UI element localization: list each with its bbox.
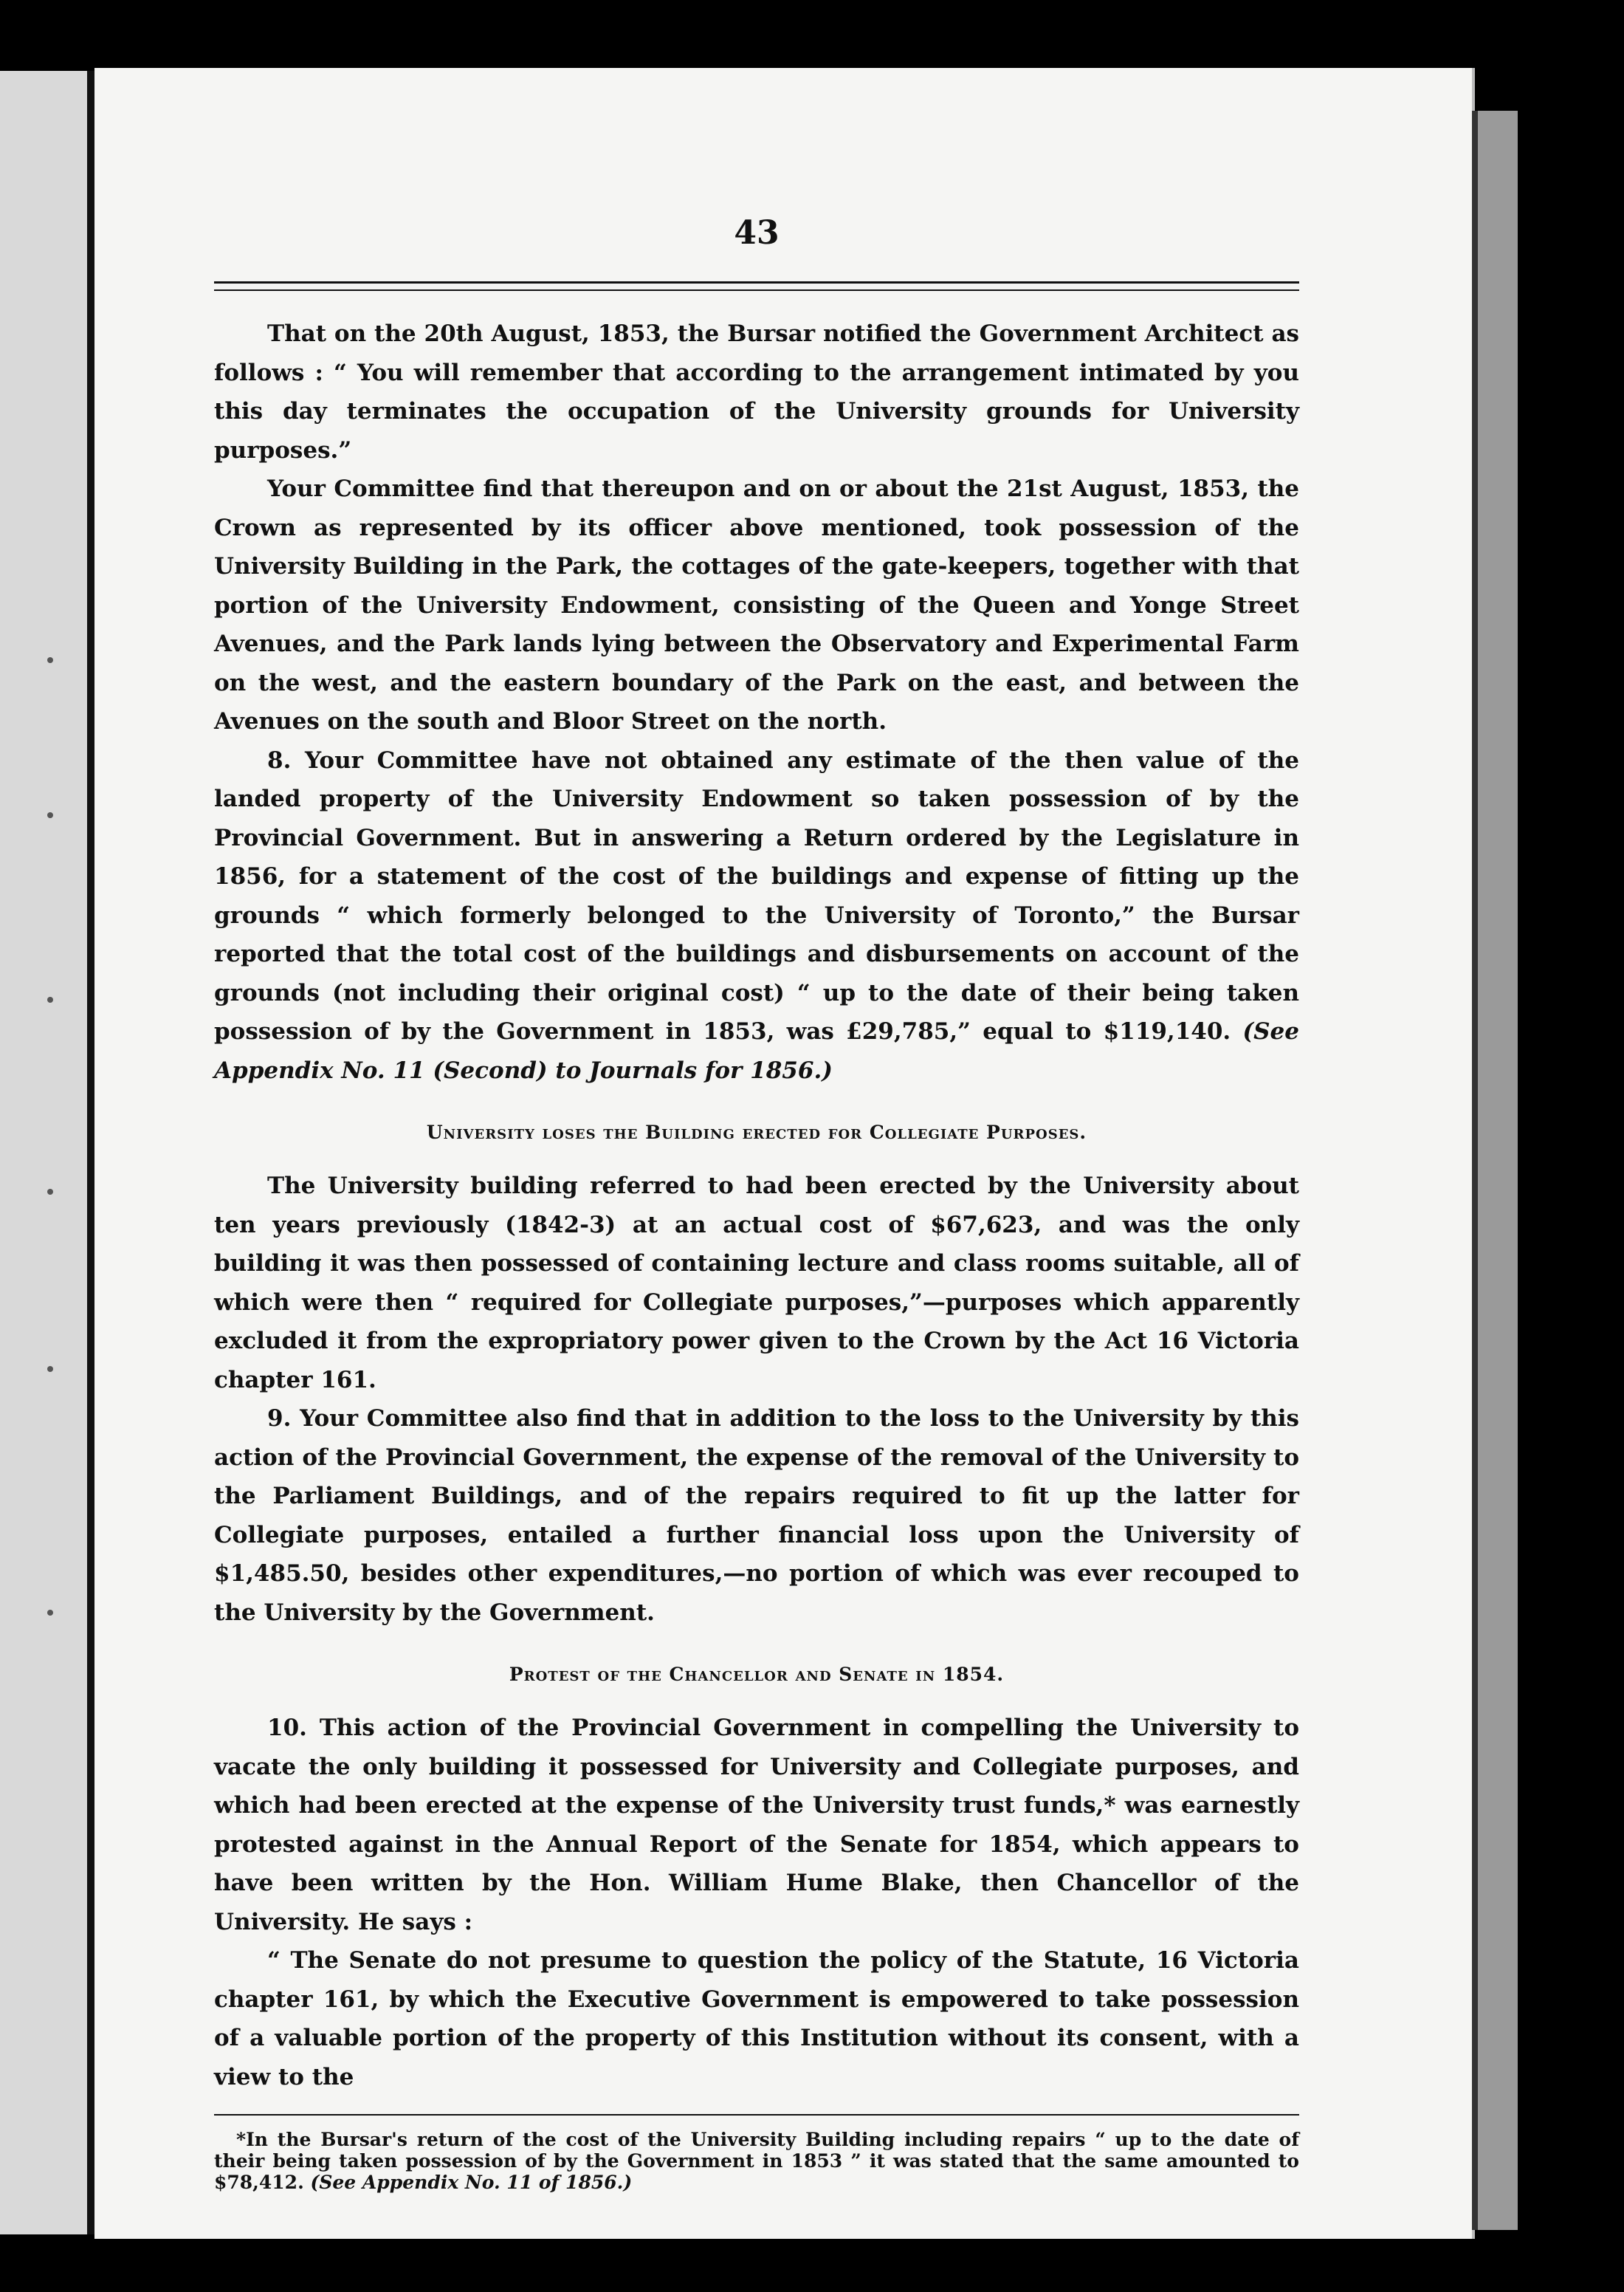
page-stack-edge — [1472, 111, 1518, 2230]
speck — [47, 1610, 53, 1616]
paragraph-10: 10. This action of the Provincial Government in compelling the University to vacate the only building it possessed for University and Collegiate purposes, and which had been erected at the expense of the University trust funds,* was earnestly protested against in the Annual Report of the Senate for 1854, which appears to have been written by the Hon. William Hume Blake, then Chancellor of the University. He says : — [214, 1715, 1299, 1935]
header-rule — [214, 281, 1299, 284]
paragraph-9: 9. Your Committee also find that in addition to the loss to the University by this action of the Provincial Government, the expense of the removal of the University to the Parliament Buildings, and of the repairs required to fit up the latter for Collegiate purposes, entailed a further financial loss upon the University of $1,485.50, besides other expenditures,—no portion of which was ever recouped to the University by the Government. — [214, 1405, 1299, 1626]
footnote-text: *In the Bursar's return of the cost of the University Building including repairs “ up to the date of their being taken possession of by the Government in 1853 ” it was stated that the same amounted to $78,412. — [214, 2129, 1299, 2193]
paragraph-crown-possession: Your Committee find that thereupon and on or about the 21st August, 1853, the Crown as represented by its officer above mentioned, took possession of the University Building in the Park, the cottages of the gate-keepers, together with that portion of the University Endowment, consisting of the Queen and Yonge Street Avenues, and the Park lands lying between the Observatory and Experimental Farm on the west, and the eastern boundary of the Park on the east, and between the Avenues on the south and Bloor Street on the north. — [214, 476, 1299, 735]
paragraph-8-reference: (See Appendix No. 11 (Second) to Journals for 1856.) — [214, 1018, 1299, 1084]
paragraph-8-text: 8. Your Committee have not obtained any estimate of the then value of the landed property of the University Endowment so taken possession of by the Provincial Government. But in answering a Return ordered by the Legislature in 1856, for a statement of the cost of the buildings and expense of fitting up the grounds “ which formerly belonged to the University of Toronto,” the Bursar reported that the total cost of the buildings and disbursements on account of the grounds (not including their original cost) “ up to the date of their being taken possession of by the Government in 1853, was £29,785,” equal to $119,140. — [214, 747, 1299, 1045]
speck — [47, 1366, 53, 1372]
paragraph-building-cost: The University building referred to had been erected by the University about ten years previously (1842-3) at an actual cost of $67,623, and was the only building it was then possessed of containing lecture and class rooms suitable, all of which were then “ required for Collegiate purposes,”—purposes which apparently excluded it from the expropriatory power given to the Crown by the Act 16 Victoria chapter 161. — [214, 1173, 1299, 1393]
section-heading-loss: University loses the Building erected for Collegiate Purposes. — [426, 1122, 1087, 1143]
page-number: 43 — [734, 214, 780, 252]
paragraph-8 — [214, 741, 1299, 1091]
facing-page-edge — [0, 71, 97, 2234]
footnote-rule — [214, 2114, 1299, 2116]
speck — [47, 997, 53, 1003]
footnote — [214, 2129, 1299, 2193]
page-content — [214, 214, 1299, 2193]
header-rule-thin — [214, 289, 1299, 291]
paragraph-senate-quote: “ The Senate do not presume to question the policy of the Statute, 16 Victoria chapter 161, by which the Executive Government is empowered to take possession of a valuable portion of the property of this Institution without its consent, with a view to the — [214, 1947, 1299, 2090]
paragraph-bursar-notice: That on the 20th August, 1853, the Bursar notified the Government Architect as follows : “ You will remember that according to the arrangement intimated by you this day terminates the occupation of the University grounds for University purposes.” — [214, 320, 1299, 464]
footnote-reference: (See Appendix No. 11 of 1856.) — [310, 2172, 633, 2193]
speck — [47, 1189, 53, 1195]
speck — [47, 657, 53, 663]
section-heading-protest: Protest of the Chancellor and Senate in 1854. — [509, 1664, 1005, 1685]
speck — [47, 812, 53, 818]
